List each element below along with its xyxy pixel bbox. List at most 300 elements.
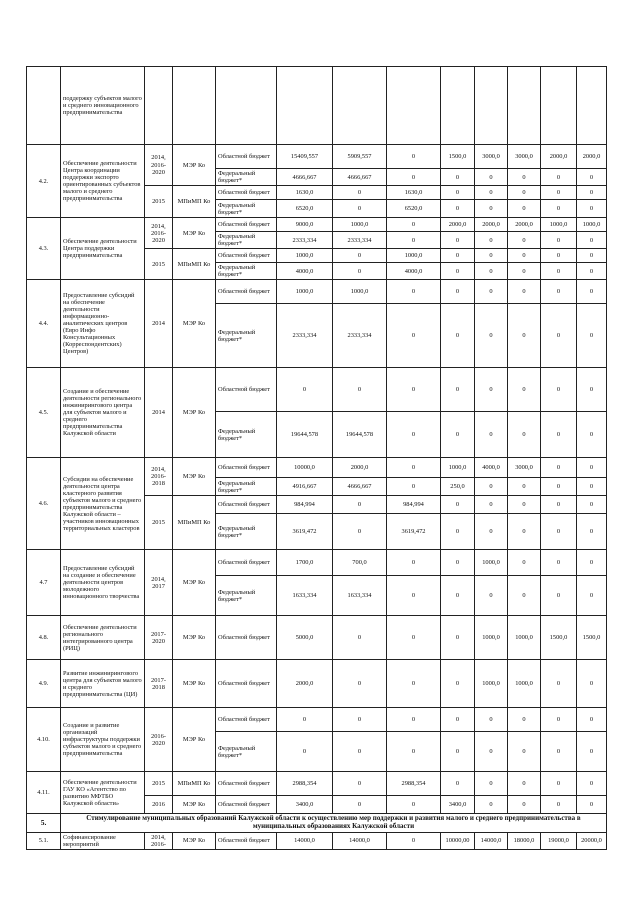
measure-number-cell: 4.4. bbox=[27, 280, 61, 368]
funding-source-cell: Областной бюджет bbox=[216, 218, 277, 232]
funding-source-cell: Областной бюджет bbox=[216, 145, 277, 169]
empty-cell bbox=[145, 67, 173, 145]
amount-cell: 0 bbox=[333, 616, 387, 660]
amount-cell: 2000,0 bbox=[541, 145, 577, 169]
amount-cell: 3000,0 bbox=[508, 145, 541, 169]
row-number-cell bbox=[27, 67, 61, 145]
period-cell: 2015 bbox=[145, 772, 173, 796]
empty-cell bbox=[475, 67, 508, 145]
table-row bbox=[27, 458, 607, 478]
amount-cell: 2988,354 bbox=[387, 772, 441, 796]
amount-cell: 0 bbox=[577, 514, 607, 550]
amount-cell: 10000,0 bbox=[277, 458, 333, 478]
executor-cell: МЭР Ко bbox=[173, 280, 216, 368]
funding-source-cell: Федеральный бюджет* bbox=[216, 576, 277, 616]
amount-cell: 0 bbox=[541, 232, 577, 249]
amount-cell: 0 bbox=[387, 576, 441, 616]
amount-cell: 0 bbox=[475, 732, 508, 772]
period-cell: 2016-2020 bbox=[145, 708, 173, 772]
executor-cell: МЭР Ко bbox=[173, 458, 216, 496]
amount-cell: 0 bbox=[508, 576, 541, 616]
amount-cell: 0 bbox=[441, 368, 475, 412]
amount-cell: 14000,0 bbox=[333, 832, 387, 849]
period-cell: 2014, 2016-2018 bbox=[145, 458, 173, 496]
amount-cell: 0 bbox=[508, 708, 541, 732]
amount-cell: 0 bbox=[508, 304, 541, 368]
amount-cell: 0 bbox=[333, 249, 387, 263]
empty-cell bbox=[577, 67, 607, 145]
empty-cell bbox=[387, 67, 441, 145]
amount-cell: 0 bbox=[541, 550, 577, 576]
amount-cell: 0 bbox=[387, 280, 441, 304]
amount-cell: 5000,0 bbox=[277, 616, 333, 660]
amount-cell: 4916,667 bbox=[277, 478, 333, 496]
funding-source-cell: Федеральный бюджет* bbox=[216, 478, 277, 496]
executor-cell: МЭР Ко bbox=[173, 832, 216, 849]
amount-cell: 0 bbox=[577, 304, 607, 368]
amount-cell: 0 bbox=[541, 263, 577, 280]
amount-cell: 0 bbox=[577, 200, 607, 218]
amount-cell: 0 bbox=[577, 772, 607, 796]
amount-cell: 0 bbox=[441, 660, 475, 708]
amount-cell: 0 bbox=[541, 514, 577, 550]
amount-cell: 0 bbox=[333, 772, 387, 796]
funding-source-cell: Областной бюджет bbox=[216, 496, 277, 514]
amount-cell: 5909,557 bbox=[333, 145, 387, 169]
amount-cell: 0 bbox=[508, 550, 541, 576]
amount-cell: 0 bbox=[577, 368, 607, 412]
amount-cell: 0 bbox=[577, 412, 607, 458]
amount-cell: 0 bbox=[333, 732, 387, 772]
amount-cell: 0 bbox=[541, 368, 577, 412]
executor-cell: МЭР Ко bbox=[173, 796, 216, 814]
amount-cell: 4000,0 bbox=[475, 458, 508, 478]
amount-cell: 0 bbox=[387, 550, 441, 576]
amount-cell: 0 bbox=[475, 249, 508, 263]
amount-cell: 0 bbox=[333, 496, 387, 514]
amount-cell: 0 bbox=[508, 772, 541, 796]
amount-cell: 0 bbox=[541, 458, 577, 478]
amount-cell: 0 bbox=[475, 412, 508, 458]
amount-cell: 0 bbox=[475, 796, 508, 814]
amount-cell: 0 bbox=[541, 576, 577, 616]
funding-source-cell: Областной бюджет bbox=[216, 280, 277, 304]
amount-cell: 1500,0 bbox=[541, 616, 577, 660]
amount-cell: 0 bbox=[577, 550, 607, 576]
amount-cell: 0 bbox=[475, 772, 508, 796]
measure-name-cell: Предоставление субсидий на создание и обеспечение деятельности центров молодежного инновационного творчества bbox=[61, 550, 145, 616]
amount-cell: 6520,0 bbox=[277, 200, 333, 218]
amount-cell: 1500,0 bbox=[441, 145, 475, 169]
amount-cell: 0 bbox=[387, 218, 441, 232]
amount-cell: 0 bbox=[577, 169, 607, 186]
amount-cell: 0 bbox=[508, 412, 541, 458]
amount-cell: 0 bbox=[441, 496, 475, 514]
measure-name-cell: Софинансирование мероприятий bbox=[61, 832, 145, 849]
amount-cell: 0 bbox=[387, 478, 441, 496]
amount-cell: 1000,0 bbox=[333, 280, 387, 304]
table-row bbox=[27, 145, 607, 169]
amount-cell: 0 bbox=[577, 478, 607, 496]
amount-cell: 0 bbox=[387, 458, 441, 478]
amount-cell: 4000,0 bbox=[277, 263, 333, 280]
amount-cell: 0 bbox=[441, 616, 475, 660]
amount-cell: 0 bbox=[387, 708, 441, 732]
amount-cell: 0 bbox=[577, 249, 607, 263]
measure-number-cell: 4.3. bbox=[27, 218, 61, 280]
budget-table bbox=[26, 66, 607, 850]
amount-cell: 2988,354 bbox=[277, 772, 333, 796]
measure-number-cell: 4.10. bbox=[27, 708, 61, 772]
amount-cell: 0 bbox=[387, 732, 441, 772]
amount-cell: 3619,472 bbox=[387, 514, 441, 550]
amount-cell: 6520,0 bbox=[387, 200, 441, 218]
table-row bbox=[27, 832, 607, 849]
executor-cell: МЭР Ко bbox=[173, 708, 216, 772]
table-row bbox=[27, 280, 607, 304]
amount-cell: 0 bbox=[387, 832, 441, 849]
amount-cell: 1700,0 bbox=[277, 550, 333, 576]
amount-cell: 0 bbox=[277, 368, 333, 412]
funding-source-cell: Областной бюджет bbox=[216, 660, 277, 708]
amount-cell: 0 bbox=[541, 708, 577, 732]
amount-cell: 1000,0 bbox=[277, 280, 333, 304]
amount-cell: 0 bbox=[441, 249, 475, 263]
funding-source-cell: Федеральный бюджет* bbox=[216, 200, 277, 218]
amount-cell: 0 bbox=[333, 186, 387, 200]
table-row bbox=[27, 218, 607, 232]
amount-cell: 2333,334 bbox=[277, 304, 333, 368]
executor-cell: МПиМП Ко bbox=[173, 496, 216, 550]
measure-number-cell: 4.2. bbox=[27, 145, 61, 218]
table-row bbox=[27, 814, 607, 832]
amount-cell: 0 bbox=[333, 708, 387, 732]
amount-cell: 3400,0 bbox=[277, 796, 333, 814]
amount-cell: 0 bbox=[508, 200, 541, 218]
amount-cell: 0 bbox=[441, 576, 475, 616]
measure-name-cell: Создание и обеспечение деятельности регионального инжинирингового центра для субъектов малого и среднего предпринимательства Калужской области bbox=[61, 368, 145, 458]
period-cell: 2016 bbox=[145, 796, 173, 814]
measure-name-cell: Обеспечение деятельности регионального интегрированного центра (РИЦ) bbox=[61, 616, 145, 660]
amount-cell: 4000,0 bbox=[387, 263, 441, 280]
amount-cell: 0 bbox=[441, 186, 475, 200]
amount-cell: 0 bbox=[577, 732, 607, 772]
executor-cell: МПиМП Ко bbox=[173, 772, 216, 796]
measure-number-cell: 4.5. bbox=[27, 368, 61, 458]
amount-cell: 0 bbox=[475, 304, 508, 368]
amount-cell: 18000,0 bbox=[508, 832, 541, 849]
table-row bbox=[27, 772, 607, 796]
amount-cell: 0 bbox=[475, 263, 508, 280]
amount-cell: 0 bbox=[475, 368, 508, 412]
measure-number-cell: 4.6. bbox=[27, 458, 61, 550]
amount-cell: 2333,334 bbox=[277, 232, 333, 249]
amount-cell: 1000,0 bbox=[277, 249, 333, 263]
measure-name-cell: Развитие инжинирингового центра для субъектов малого и среднего предпринимательства (ЦИ) bbox=[61, 660, 145, 708]
funding-source-cell: Областной бюджет bbox=[216, 186, 277, 200]
funding-source-cell: Областной бюджет bbox=[216, 368, 277, 412]
amount-cell: 0 bbox=[441, 772, 475, 796]
amount-cell: 0 bbox=[577, 660, 607, 708]
amount-cell: 0 bbox=[541, 412, 577, 458]
executor-cell: МПиМП Ко bbox=[173, 249, 216, 280]
amount-cell: 0 bbox=[577, 796, 607, 814]
amount-cell: 0 bbox=[541, 249, 577, 263]
amount-cell: 1000,0 bbox=[475, 660, 508, 708]
amount-cell: 2000,0 bbox=[577, 145, 607, 169]
amount-cell: 0 bbox=[508, 496, 541, 514]
measure-number-cell: 4.7 bbox=[27, 550, 61, 616]
amount-cell: 700,0 bbox=[333, 550, 387, 576]
amount-cell: 0 bbox=[475, 478, 508, 496]
amount-cell: 1000,0 bbox=[475, 550, 508, 576]
amount-cell: 2000,0 bbox=[475, 218, 508, 232]
section-title-cell: Стимулирование муниципальных образований Калужской области к осуществлению мер поддержки и развития малого и среднего предпринимательства в муниципальных образованиях Калужской области bbox=[61, 814, 607, 832]
amount-cell: 0 bbox=[475, 496, 508, 514]
table-row bbox=[27, 660, 607, 708]
empty-cell bbox=[277, 67, 333, 145]
amount-cell: 0 bbox=[577, 458, 607, 478]
amount-cell: 0 bbox=[333, 263, 387, 280]
amount-cell: 2000,0 bbox=[441, 218, 475, 232]
amount-cell: 0 bbox=[475, 232, 508, 249]
amount-cell: 0 bbox=[475, 200, 508, 218]
amount-cell: 0 bbox=[387, 660, 441, 708]
amount-cell: 1000,0 bbox=[577, 218, 607, 232]
empty-cell bbox=[333, 67, 387, 145]
amount-cell: 0 bbox=[441, 550, 475, 576]
amount-cell: 1000,0 bbox=[441, 458, 475, 478]
measure-name-cell: Создание и развитие организаций инфраструктуры поддержки субъектов малого и среднего предпринимательства bbox=[61, 708, 145, 772]
period-cell: 2014, 2017 bbox=[145, 550, 173, 616]
period-cell: 2014 bbox=[145, 280, 173, 368]
amount-cell: 0 bbox=[577, 186, 607, 200]
measure-name-cell: Субсидии на обеспечение деятельности центра кластерного развития субъектов малого и среднего предпринимательства Калужской области – участников инновационных территориальных кластеров bbox=[61, 458, 145, 550]
amount-cell: 0 bbox=[387, 169, 441, 186]
funding-source-cell: Федеральный бюджет* bbox=[216, 304, 277, 368]
amount-cell: 1630,0 bbox=[277, 186, 333, 200]
period-cell: 2014, 2016-2020 bbox=[145, 145, 173, 186]
amount-cell: 19644,578 bbox=[277, 412, 333, 458]
amount-cell: 14000,0 bbox=[277, 832, 333, 849]
amount-cell: 0 bbox=[508, 732, 541, 772]
empty-cell bbox=[508, 67, 541, 145]
measure-number-cell: 4.11. bbox=[27, 772, 61, 814]
amount-cell: 0 bbox=[441, 263, 475, 280]
funding-source-cell: Областной бюджет bbox=[216, 550, 277, 576]
period-cell: 2014, 2016-2020 bbox=[145, 218, 173, 249]
amount-cell: 0 bbox=[475, 708, 508, 732]
amount-cell: 0 bbox=[508, 263, 541, 280]
amount-cell: 0 bbox=[475, 169, 508, 186]
table-row bbox=[27, 67, 607, 145]
amount-cell: 20000,0 bbox=[577, 832, 607, 849]
table-row bbox=[27, 368, 607, 412]
empty-cell bbox=[541, 67, 577, 145]
funding-source-cell: Федеральный бюджет* bbox=[216, 514, 277, 550]
amount-cell: 0 bbox=[541, 478, 577, 496]
amount-cell: 0 bbox=[333, 796, 387, 814]
amount-cell: 0 bbox=[508, 280, 541, 304]
amount-cell: 0 bbox=[541, 732, 577, 772]
executor-cell: МЭР Ко bbox=[173, 368, 216, 458]
amount-cell: 0 bbox=[508, 232, 541, 249]
amount-cell: 0 bbox=[441, 514, 475, 550]
funding-source-cell: Областной бюджет bbox=[216, 616, 277, 660]
amount-cell: 0 bbox=[441, 169, 475, 186]
amount-cell: 3000,0 bbox=[508, 458, 541, 478]
amount-cell: 0 bbox=[333, 200, 387, 218]
amount-cell: 0 bbox=[508, 169, 541, 186]
amount-cell: 0 bbox=[475, 280, 508, 304]
amount-cell: 1633,334 bbox=[333, 576, 387, 616]
measure-number-cell: 4.9. bbox=[27, 660, 61, 708]
amount-cell: 0 bbox=[577, 496, 607, 514]
amount-cell: 0 bbox=[508, 796, 541, 814]
amount-cell: 984,994 bbox=[277, 496, 333, 514]
table-row bbox=[27, 708, 607, 732]
amount-cell: 1500,0 bbox=[577, 616, 607, 660]
amount-cell: 1630,0 bbox=[387, 186, 441, 200]
empty-cell bbox=[441, 67, 475, 145]
amount-cell: 4666,667 bbox=[277, 169, 333, 186]
executor-cell: МЭР Ко bbox=[173, 145, 216, 186]
measure-number-cell: 5.1. bbox=[27, 832, 61, 849]
executor-cell: МЭР Ко bbox=[173, 660, 216, 708]
amount-cell: 4666,667 bbox=[333, 169, 387, 186]
amount-cell: 0 bbox=[387, 412, 441, 458]
amount-cell: 1000,0 bbox=[508, 660, 541, 708]
amount-cell: 0 bbox=[577, 263, 607, 280]
empty-cell bbox=[216, 67, 277, 145]
amount-cell: 19644,578 bbox=[333, 412, 387, 458]
amount-cell: 0 bbox=[475, 576, 508, 616]
period-cell: 2015 bbox=[145, 249, 173, 280]
amount-cell: 0 bbox=[475, 186, 508, 200]
amount-cell: 0 bbox=[441, 304, 475, 368]
amount-cell: 0 bbox=[441, 412, 475, 458]
funding-source-cell: Областной бюджет bbox=[216, 249, 277, 263]
amount-cell: 0 bbox=[541, 304, 577, 368]
funding-source-cell: Областной бюджет bbox=[216, 832, 277, 849]
amount-cell: 2000,0 bbox=[333, 458, 387, 478]
amount-cell: 0 bbox=[541, 186, 577, 200]
amount-cell: 0 bbox=[475, 514, 508, 550]
measure-name-cell: Обеспечение деятельности Центра координации поддержки экспорто ориентированных субъектов малого и среднего предпринимательства bbox=[61, 145, 145, 218]
amount-cell: 0 bbox=[541, 660, 577, 708]
amount-cell: 0 bbox=[387, 616, 441, 660]
amount-cell: 0 bbox=[387, 145, 441, 169]
amount-cell: 2333,334 bbox=[333, 304, 387, 368]
executor-cell: МЭР Ко bbox=[173, 616, 216, 660]
amount-cell: 0 bbox=[541, 496, 577, 514]
measure-name-cell: Обеспечение деятельности ГАУ КО «Агентство по развитию МФТБО Калужской области» bbox=[61, 772, 145, 814]
table-row bbox=[27, 616, 607, 660]
funding-source-cell: Федеральный бюджет* bbox=[216, 169, 277, 186]
amount-cell: 0 bbox=[541, 280, 577, 304]
section-number-cell: 5. bbox=[27, 814, 61, 832]
amount-cell: 0 bbox=[577, 708, 607, 732]
amount-cell: 3619,472 bbox=[277, 514, 333, 550]
funding-source-cell: Областной бюджет bbox=[216, 772, 277, 796]
amount-cell: 0 bbox=[333, 368, 387, 412]
amount-cell: 3400,0 bbox=[441, 796, 475, 814]
amount-cell: 0 bbox=[277, 708, 333, 732]
executor-cell: МЭР Ко bbox=[173, 218, 216, 249]
funding-source-cell: Областной бюджет bbox=[216, 796, 277, 814]
table-row bbox=[27, 550, 607, 576]
amount-cell: 0 bbox=[387, 796, 441, 814]
amount-cell: 0 bbox=[441, 280, 475, 304]
amount-cell: 1633,334 bbox=[277, 576, 333, 616]
amount-cell: 1000,0 bbox=[475, 616, 508, 660]
funding-source-cell: Федеральный бюджет* bbox=[216, 732, 277, 772]
amount-cell: 0 bbox=[577, 232, 607, 249]
amount-cell: 1000,0 bbox=[387, 249, 441, 263]
amount-cell: 1000,0 bbox=[508, 616, 541, 660]
amount-cell: 0 bbox=[577, 280, 607, 304]
funding-source-cell: Областной бюджет bbox=[216, 708, 277, 732]
amount-cell: 2000,0 bbox=[508, 218, 541, 232]
amount-cell: 14000,0 bbox=[475, 832, 508, 849]
amount-cell: 10000,00 bbox=[441, 832, 475, 849]
amount-cell: 1000,0 bbox=[333, 218, 387, 232]
executor-cell: МЭР Ко bbox=[173, 550, 216, 616]
amount-cell: 3000,0 bbox=[475, 145, 508, 169]
amount-cell: 0 bbox=[508, 478, 541, 496]
amount-cell: 0 bbox=[508, 514, 541, 550]
amount-cell: 0 bbox=[441, 732, 475, 772]
period-cell: 2014, 2016- bbox=[145, 832, 173, 849]
period-cell: 2017-2018 bbox=[145, 660, 173, 708]
amount-cell: 2000,0 bbox=[277, 660, 333, 708]
executor-cell: МПиМП Ко bbox=[173, 186, 216, 218]
amount-cell: 0 bbox=[541, 200, 577, 218]
amount-cell: 2333,334 bbox=[333, 232, 387, 249]
period-cell: 2015 bbox=[145, 496, 173, 550]
amount-cell: 0 bbox=[541, 169, 577, 186]
amount-cell: 984,994 bbox=[387, 496, 441, 514]
amount-cell: 0 bbox=[508, 368, 541, 412]
period-cell: 2017-2020 bbox=[145, 616, 173, 660]
amount-cell: 0 bbox=[441, 232, 475, 249]
amount-cell: 0 bbox=[508, 249, 541, 263]
amount-cell: 0 bbox=[577, 576, 607, 616]
amount-cell: 0 bbox=[333, 660, 387, 708]
amount-cell: 4666,667 bbox=[333, 478, 387, 496]
measure-name-cell: Обеспечение деятельности Центра поддержки предпринимательства bbox=[61, 218, 145, 280]
amount-cell: 0 bbox=[541, 772, 577, 796]
amount-cell: 0 bbox=[508, 186, 541, 200]
amount-cell: 15409,557 bbox=[277, 145, 333, 169]
amount-cell: 19000,0 bbox=[541, 832, 577, 849]
amount-cell: 0 bbox=[387, 368, 441, 412]
empty-cell bbox=[173, 67, 216, 145]
funding-source-cell: Федеральный бюджет* bbox=[216, 232, 277, 249]
amount-cell: 1000,0 bbox=[541, 218, 577, 232]
amount-cell: 0 bbox=[387, 232, 441, 249]
measure-number-cell: 4.8. bbox=[27, 616, 61, 660]
amount-cell: 0 bbox=[541, 796, 577, 814]
amount-cell: 0 bbox=[387, 304, 441, 368]
measure-name-cell: Предоставление субсидий на обеспечение деятельности информационно-аналитических центров (Евро Инфо Консультационных (Корреспондентских) Центров) bbox=[61, 280, 145, 368]
amount-cell: 9000,0 bbox=[277, 218, 333, 232]
period-cell: 2014 bbox=[145, 368, 173, 458]
amount-cell: 0 bbox=[277, 732, 333, 772]
funding-source-cell: Федеральный бюджет* bbox=[216, 412, 277, 458]
amount-cell: 0 bbox=[441, 200, 475, 218]
funding-source-cell: Федеральный бюджет* bbox=[216, 263, 277, 280]
